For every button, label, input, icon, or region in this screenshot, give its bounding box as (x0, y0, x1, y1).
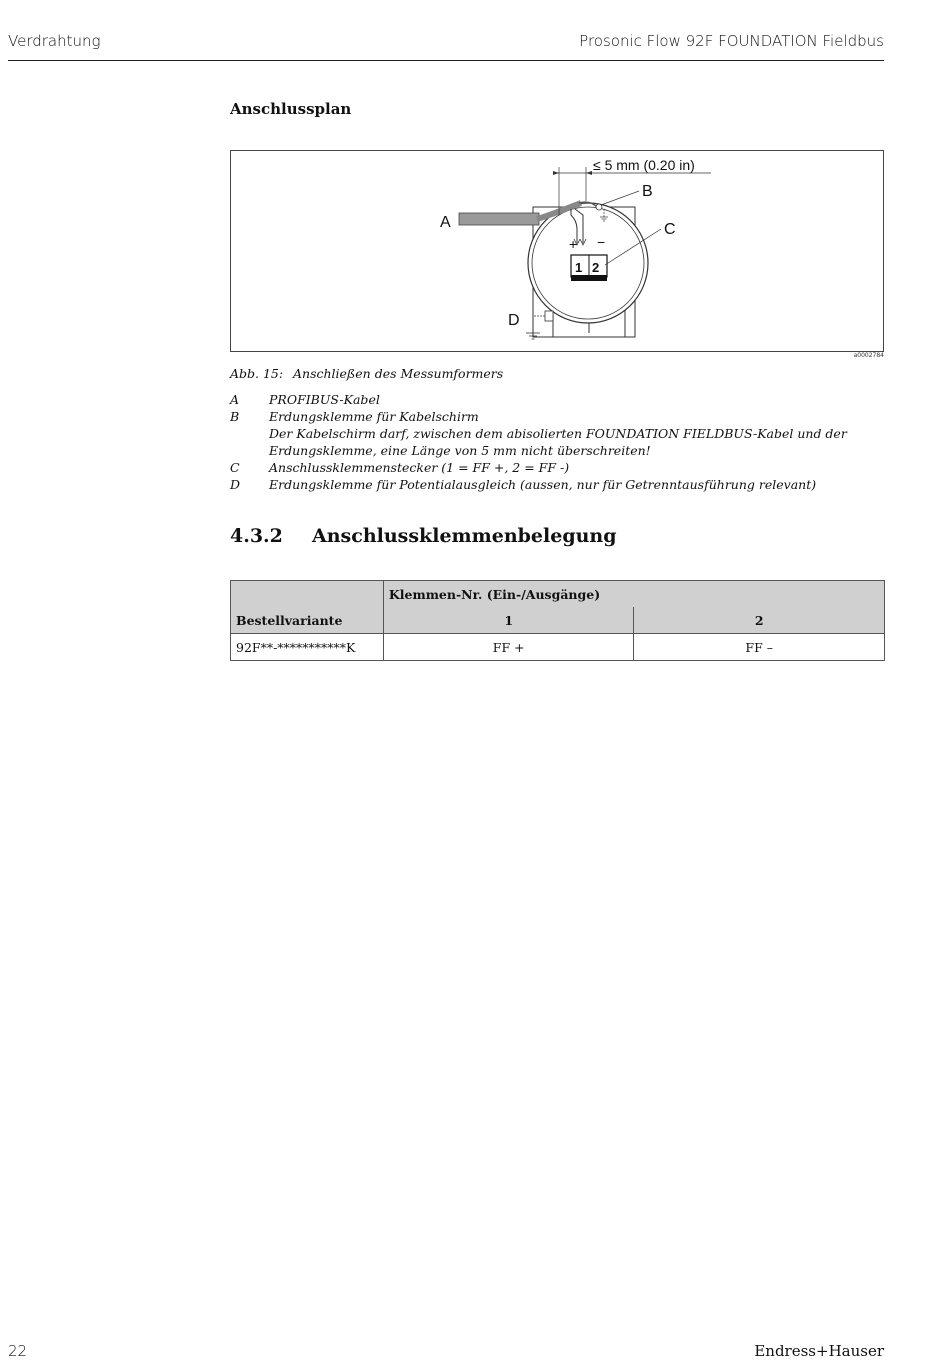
label-c: C (664, 221, 676, 238)
section-title: Anschlussplan (230, 100, 352, 118)
wiring-diagram (231, 151, 885, 353)
subsection-number: 4.3.2 (230, 525, 283, 547)
table-group-header: Klemmen-Nr. (Ein-/Ausgänge) (383, 581, 884, 608)
legend-text: PROFIBUS-Kabel (269, 392, 380, 407)
figure-caption (230, 366, 503, 381)
figure-image-id: a0002784 (853, 352, 884, 359)
running-header-section: Verdrahtung (8, 32, 101, 50)
legend-key: D (230, 477, 241, 492)
table-col-1-header: 1 (383, 607, 634, 634)
label-b: B (642, 183, 653, 200)
running-header-product: Prosonic Flow 92F FOUNDATION Fieldbus (579, 32, 884, 50)
figure-legend (230, 391, 870, 493)
dimension-label: ≤ 5 mm (0.20 in) (593, 157, 695, 173)
plus-symbol: + (569, 236, 578, 252)
wiring-diagram-figure (230, 150, 884, 352)
table-col-2-header: 2 (634, 607, 885, 634)
legend-item-b (230, 408, 870, 459)
subsection-heading (230, 525, 617, 547)
legend-text: Erdungsklemme für Potentialausgleich (aussen, nur für Getrenntausführung relevant) (269, 477, 817, 492)
leader-b (601, 191, 639, 205)
label-d: D (508, 312, 520, 329)
header-divider (8, 60, 884, 61)
terminal-assignment-table (230, 580, 885, 661)
subsection-title: Anschlussklemmenbelegung (312, 525, 617, 547)
page-number: 22 (8, 1342, 28, 1360)
external-ground-clamp (545, 311, 553, 321)
legend-text-note: Der Kabelschirm darf, zwischen dem abisolierten FOUNDATION FIELDBUS-Kabel und der Erdungsklemme, eine Länge von 5 mm nicht überschreiten! (269, 426, 847, 458)
caption-number: Abb. 15: (230, 366, 284, 381)
terminal-1: 1 (575, 260, 583, 275)
caption-text: Anschließen des Messumformers (293, 366, 504, 381)
label-a: A (440, 214, 451, 231)
table-header-row (231, 607, 885, 634)
table-cell-variant: 92F**-***********K (231, 634, 384, 661)
legend-text: Anschlussklemmenstecker (1 = FF +, 2 = FF -) (269, 460, 570, 475)
terminal-2: 2 (592, 260, 600, 275)
table-header-empty (231, 581, 384, 608)
table-row-header: Bestellvariante (231, 607, 384, 634)
legend-key: C (230, 460, 240, 475)
terminal-block-base (571, 275, 607, 281)
legend-item-c (230, 459, 870, 476)
legend-item-a (230, 391, 870, 408)
legend-item-d (230, 476, 870, 493)
legend-text-line: Erdungsklemme für Kabelschirm (269, 409, 479, 424)
profibus-cable (459, 213, 539, 225)
table-cell-terminal-2: FF – (634, 634, 885, 661)
table-header-row (231, 581, 885, 608)
legend-key: B (230, 409, 240, 424)
table-row (231, 634, 885, 661)
legend-text (269, 408, 870, 459)
brand-name: Endress+Hauser (754, 1342, 884, 1360)
legend-key: A (230, 392, 240, 407)
minus-symbol: − (597, 234, 606, 250)
table-cell-terminal-1: FF + (383, 634, 634, 661)
